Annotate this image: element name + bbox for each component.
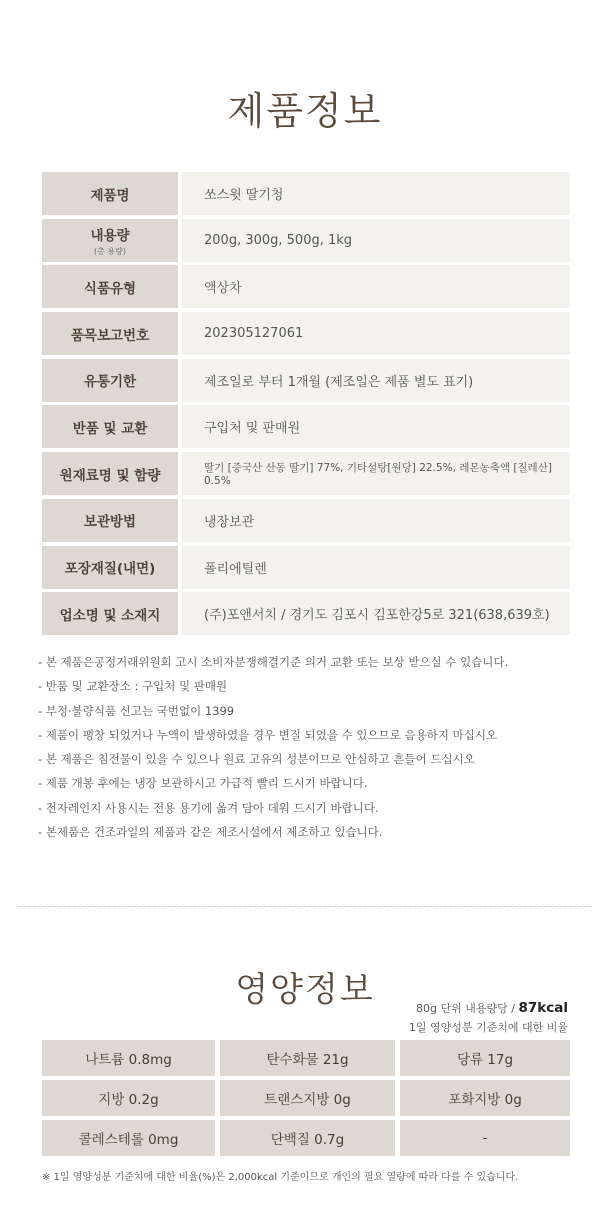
- section-divider: [18, 906, 592, 907]
- info-row-storage: [42, 499, 570, 542]
- info-value: (주)포앤서치 / 경기도 김포시 김포한강5로 321(638,639호): [182, 592, 570, 635]
- info-row-report-number: [42, 312, 570, 355]
- notice-item: - 본 제품은공정거래위원회 고시 소비자분쟁해결기준 의거 교환 또는 보상 받으실 수 있습니다.: [38, 655, 509, 669]
- notice-item: - 부정·불량식품 신고는 국번없이 1399: [38, 703, 235, 718]
- info-row-company: [42, 592, 570, 635]
- nutrition-footnote: ※ 1일 영양성분 기준치에 대한 비율(%)은 2,000kcal 기준이므로 개인의 필요 열량에 따라 다를 수 있습니다.: [42, 1172, 519, 1183]
- info-row-food-type: [42, 265, 570, 308]
- info-label: 유통기한: [83, 374, 137, 391]
- info-label: 식품유형: [83, 280, 137, 297]
- info-row-expiry: [42, 359, 570, 402]
- info-label: 품목보고번호: [70, 327, 150, 344]
- info-value: 202305127061: [182, 312, 570, 355]
- info-label: 업소명 및 소재지: [59, 607, 161, 624]
- nutrition-row: [42, 1120, 570, 1156]
- nutrition-cell-saturated-fat: 포화지방 0g: [400, 1080, 570, 1116]
- notice-list: [38, 652, 578, 846]
- info-label: 내용량: [90, 227, 130, 244]
- notice-item: - 전자레인지 사용시는 전용 용기에 옮겨 담아 데워 드시기 바랍니다.: [38, 800, 379, 815]
- nutrition-title: 영양정보: [235, 970, 375, 1010]
- product-info-table: [42, 172, 570, 639]
- info-value: 냉장보관: [182, 499, 570, 542]
- nutrition-cell-empty: -: [400, 1120, 570, 1156]
- nutrition-basis: 1일 영양성분 기준치에 대한 비율: [408, 1021, 568, 1034]
- info-row-packaging: [42, 546, 570, 589]
- nutrition-cell-carbohydrate: 탄수화물 21g: [220, 1040, 395, 1076]
- nutrition-kcal: 87kcal: [518, 1000, 568, 1016]
- nutrition-cell-sugars: 당류 17g: [400, 1040, 570, 1076]
- info-sublabel: (총 용량): [94, 246, 126, 256]
- notice-item: - 본 제품은 침전물이 있을 수 있으나 원료 고유의 성분이므로 안심하고 흔들어 드십시오: [38, 752, 475, 767]
- info-value: 폴리에틸렌: [182, 546, 570, 589]
- nutrition-row: [42, 1080, 570, 1116]
- info-row-returns: [42, 405, 570, 448]
- info-value: 딸기 [중국산 산동 딸기] 77%, 기타설탕[원당] 22.5%, 레몬농축액 [질레산] 0.5%: [182, 452, 570, 495]
- nutrition-cell-fat: 지방 0.2g: [42, 1080, 215, 1116]
- info-value: 구입처 및 판매원: [182, 405, 570, 448]
- info-value: 액상차: [182, 265, 570, 308]
- info-row-contents: [42, 219, 570, 262]
- notice-item: - 제품이 팽창 되었거나 누액이 발생하였을 경우 변질 되었을 수 있으므로 음용하지 마십시오: [38, 727, 498, 742]
- notice-item: - 제품 개봉 후에는 냉장 보관하시고 가급적 빨리 드시기 바랍니다.: [38, 776, 368, 791]
- info-value: 쏘스윗 딸기청: [182, 172, 570, 215]
- nutrition-unit-text: 80g 단위 내용량당 /: [416, 1002, 519, 1015]
- info-row-ingredients: [42, 452, 570, 495]
- nutrition-cell-protein: 단백질 0.7g: [220, 1120, 395, 1156]
- notice-item: - 반품 및 교환장소 : 구입처 및 판매원: [38, 679, 228, 694]
- notice-item: - 본제품은 건조과일의 제품과 같은 제조시설에서 제조하고 있습니다.: [38, 825, 383, 840]
- info-label: 원재료명 및 함량: [59, 467, 161, 484]
- nutrition-cell-sodium: 나트륨 0.8mg: [42, 1040, 215, 1076]
- info-row-product-name: [42, 172, 570, 215]
- nutrition-unit: [416, 1000, 568, 1016]
- nutrition-cell-cholesterol: 콜레스테롤 0mg: [42, 1120, 215, 1156]
- info-label: 반품 및 교환: [72, 420, 148, 437]
- info-label: 보관방법: [83, 514, 137, 531]
- nutrition-cell-trans-fat: 트랜스지방 0g: [220, 1080, 395, 1116]
- info-label: 포장재질(내면): [64, 561, 156, 577]
- product-info-title: 제품정보: [227, 89, 383, 133]
- info-label: 제품명: [90, 187, 130, 204]
- info-value: 제조일로 부터 1개월 (제조일은 제품 별도 표기): [182, 359, 570, 402]
- nutrition-grid: [42, 1040, 570, 1160]
- nutrition-row: [42, 1040, 570, 1076]
- info-value: 200g, 300g, 500g, 1kg: [182, 219, 570, 262]
